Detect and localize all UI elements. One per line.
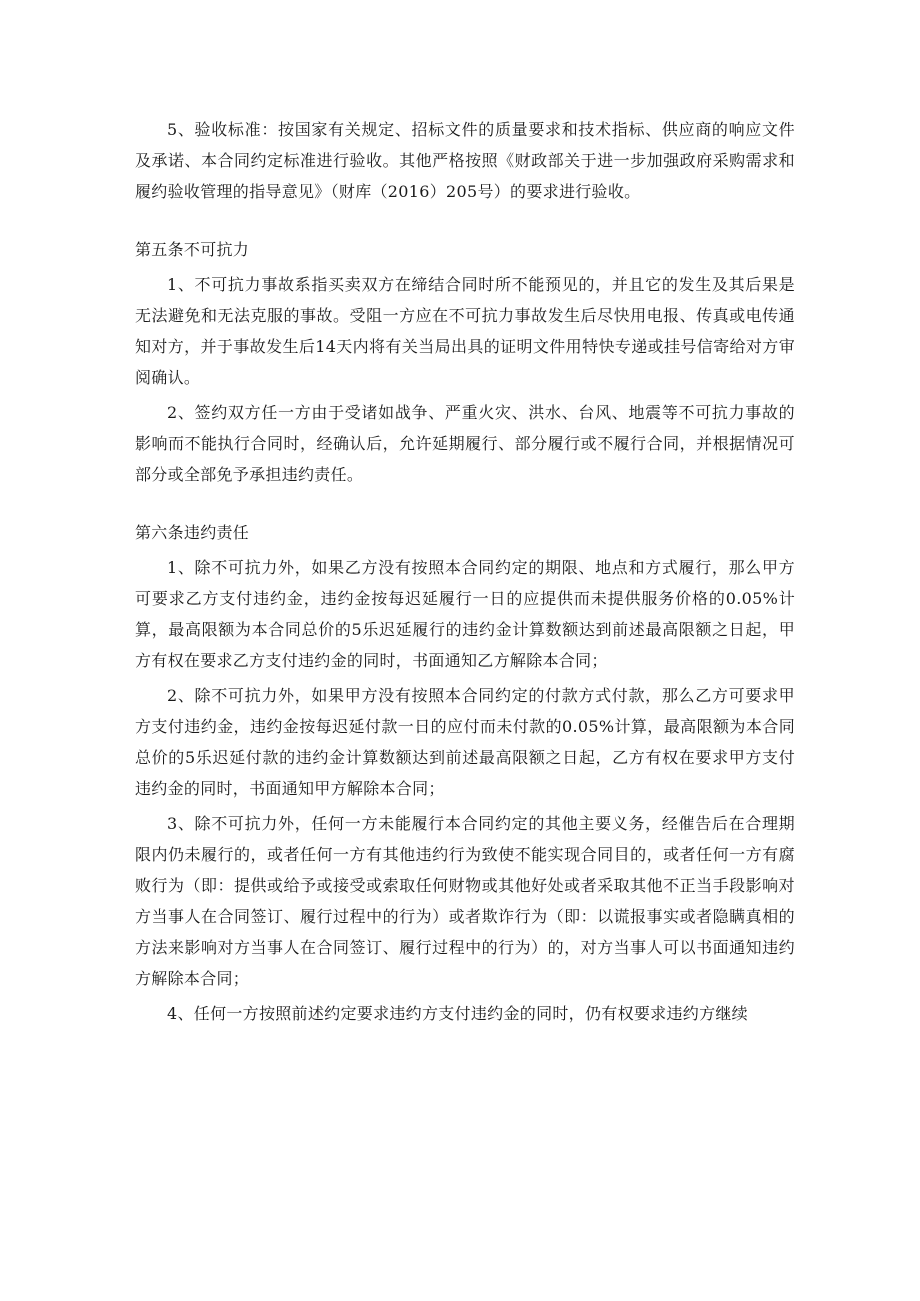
document-page xyxy=(135,114,795,1033)
breach-liability-heading: 第六条违约责任 xyxy=(135,523,250,542)
acceptance-standard-item: 5、验收标准：按国家有关规定、招标文件的质量要求和技术指标、供应商的响应文件及承诺、本合同约定标准进行验收。其他严格按照《财政部关于进一步加强政府采购需求和履约验收管理的指导意见》（财库（2016）205号）的要求进行验收。 xyxy=(135,120,795,201)
force-majeure-heading: 第五条不可抗力 xyxy=(135,240,250,259)
force-majeure-item-2: 2、签约双方任一方由于受诸如战争、严重火灾、洪水、台风、地震等不可抗力事故的影响而不能执行合同时，经确认后，允许延期履行、部分履行或不履行合同，并根据情况可部分或全部免予承担违约责任。 xyxy=(135,403,795,484)
force-majeure-item-1: 1、不可抗力事故系指买卖双方在缔结合同时所不能预见的，并且它的发生及其后果是无法避免和无法克服的事故。受阻一方应在不可抗力事故发生后尽快用电报、传真或电传通知对方，并于事故发生后14天内将有关当局出具的证明文件用特快专递或挂号信寄给对方审阅确认。 xyxy=(135,275,795,387)
breach-liability-item-4: 4、任何一方按照前述约定要求违约方支付违约金的同时，仍有权要求违约方继续 xyxy=(167,1004,748,1023)
breach-liability-item-3: 3、除不可抗力外，任何一方未能履行本合同约定的其他主要义务，经催告后在合理期限内仍未履行的，或者任何一方有其他违约行为致使不能实现合同目的，或者任何一方有腐败行为（即：提供或给予或接受或索取任何财物或其他好处或者采取其他不正当手段影响对方当事人在合同签订、履行过程中的行为）或者欺诈行为（即：以谎报事实或者隐瞒真相的方法来影响对方当事人在合同签订、履行过程中的行为）的，对方当事人可以书面通知违约方解除本合同； xyxy=(135,814,795,988)
breach-liability-item-1: 1、除不可抗力外，如果乙方没有按照本合同约定的期限、地点和方式履行，那么甲方可要求乙方支付违约金，违约金按每迟延履行一日的应提供而未提供服务价格的0.05%计算，最高限额为本合同总价的5乐迟延履行的违约金计算数额达到前述最高限额之日起，甲方有权在要求乙方支付违约金的同时，书面通知乙方解除本合同； xyxy=(135,558,795,670)
breach-liability-item-2: 2、除不可抗力外，如果甲方没有按照本合同约定的付款方式付款，那么乙方可要求甲方支付违约金，违约金按每迟延付款一日的应付而未付款的0.05%计算，最高限额为本合同总价的5乐迟延付款的违约金计算数额达到前述最高限额之日起，乙方有权在要求甲方支付违约金的同时，书面通知甲方解除本合同； xyxy=(135,686,795,798)
